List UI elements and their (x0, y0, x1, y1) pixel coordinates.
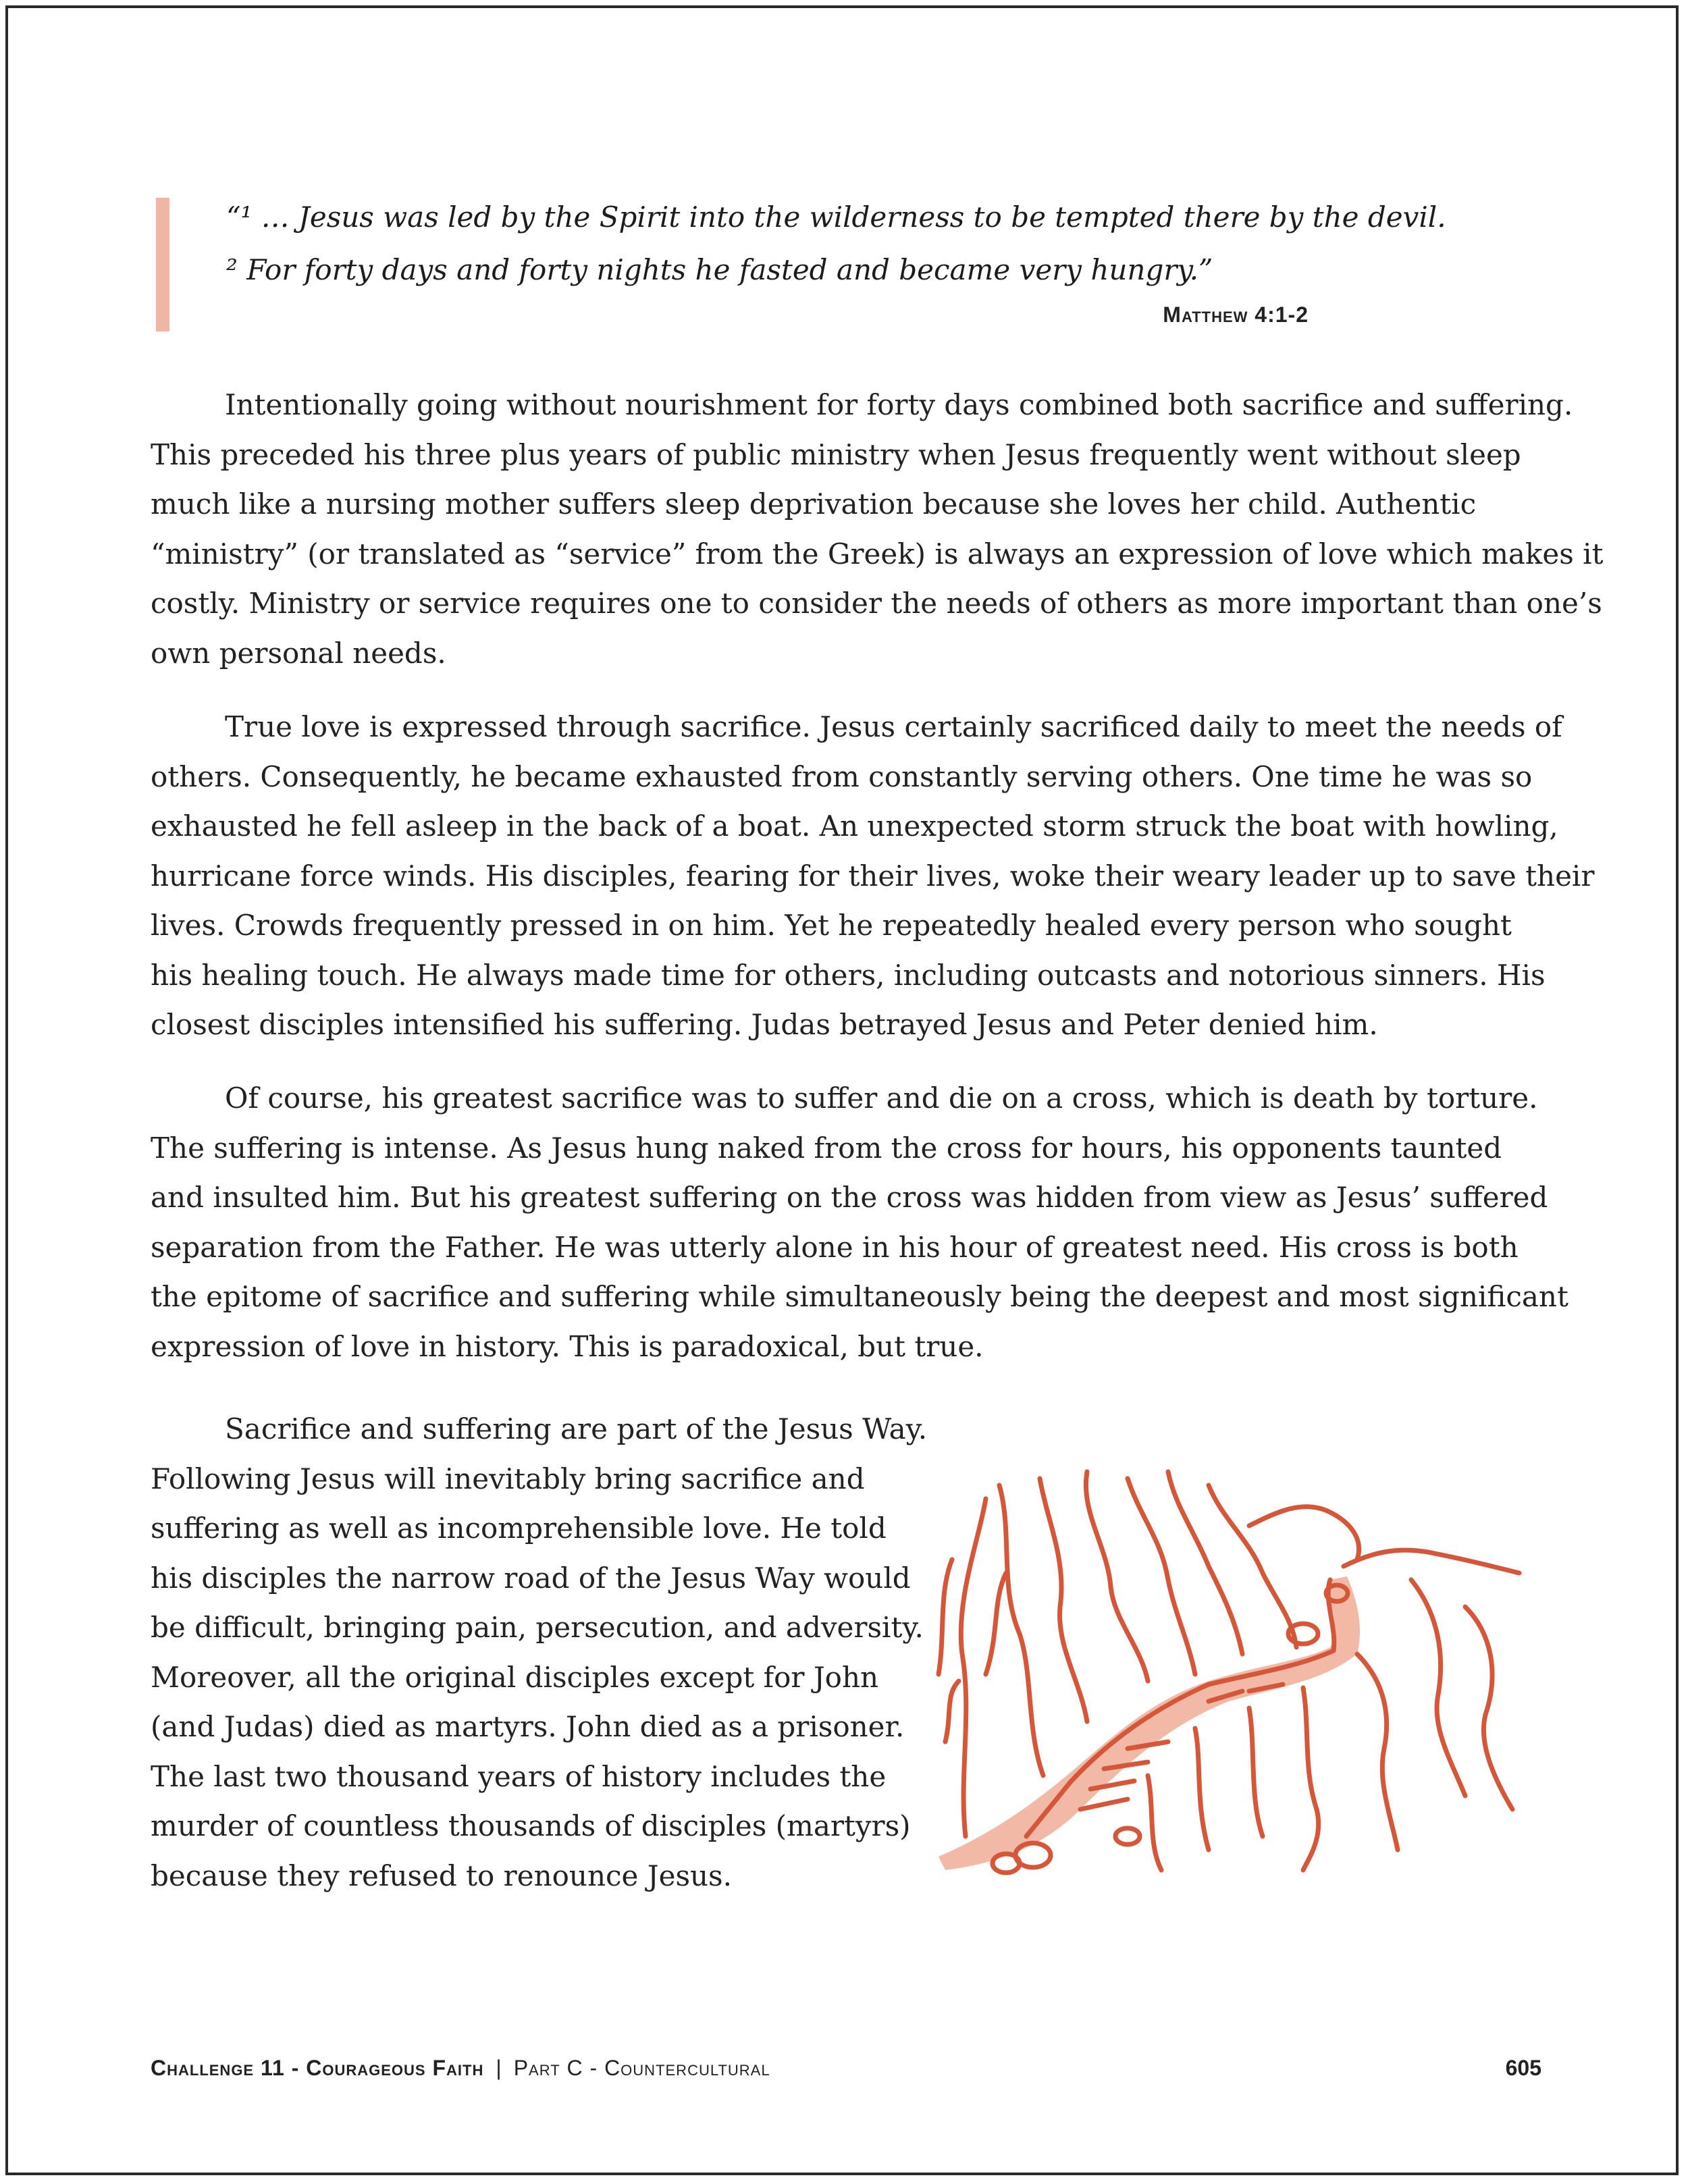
footer-separator: | (496, 2056, 502, 2080)
paragraph-line: and insulted him. But his greatest suffering on the cross was hidden from view as Jesus’ suffered (151, 1181, 1548, 1214)
paragraph-line: be difficult, bringing pain, persecution, and adversity. (151, 1611, 924, 1644)
paragraph-line: his disciples the narrow road of the Jesus Way would (151, 1561, 911, 1595)
paragraph-line: costly. Ministry or service requires one to consider the needs of others as more important than one’s (151, 587, 1602, 620)
paragraph-line: This preceded his three plus years of public ministry when Jesus frequently went without sleep (151, 437, 1521, 471)
paragraph-1 (151, 380, 1603, 678)
paragraph-line: his healing touch. He always made time for others, including outcasts and notorious sinners. His (151, 958, 1546, 992)
scripture-quote (226, 191, 1509, 296)
narrow-path-illustration (925, 1458, 1533, 1877)
footer-left (151, 2056, 770, 2081)
paragraph-line: Sacrifice and suffering are part of the Jesus Way. (225, 1412, 928, 1445)
quote-reference-text: Matthew 4:1-2 (1163, 302, 1309, 327)
paragraph-2 (151, 702, 1594, 1050)
quote-accent-bar (156, 198, 169, 331)
footer-chapter: Challenge 11 - Courageous Faith (151, 2056, 484, 2080)
page-footer (151, 2056, 1541, 2089)
paragraph-line: the epitome of sacrifice and suffering while simultaneously being the deepest and most significant (151, 1280, 1568, 1313)
paragraph-line: “ministry” (or translated as “service” from the Greek) is always an expression of love which makes it (151, 537, 1604, 570)
paragraph-line: lives. Crowds frequently pressed in on him. Yet he repeatedly healed every person who sought (151, 909, 1512, 942)
paragraph-line: murder of countless thousands of disciples (martyrs) (151, 1809, 911, 1842)
paragraph-3 (151, 1073, 1568, 1371)
paragraph-line: True love is expressed through sacrifice. Jesus certainly sacrificed daily to meet the needs of (225, 710, 1562, 743)
paragraph-line: expression of love in history. This is paradoxical, but true. (151, 1329, 984, 1363)
footer-part: Part C - Countercultural (513, 2056, 770, 2080)
paragraph-line: exhausted he fell asleep in the back of a boat. An unexpected storm struck the boat with howling, (151, 809, 1558, 843)
quote-line-1: “¹ … Jesus was led by the Spirit into the wilderness to be tempted there by the devil. (226, 201, 1446, 234)
page-number: 605 (1505, 2056, 1541, 2080)
paragraph-line: Of course, his greatest sacrifice was to suffer and die on a cross, which is death by torture. (225, 1082, 1538, 1115)
quote-line-2: ² For forty days and forty nights he fasted and became very hungry.” (226, 253, 1213, 286)
paragraph-line: suffering as well as incomprehensible love. He told (151, 1512, 887, 1545)
paragraph-line: separation from the Father. He was utterly alone in his hour of greatest need. His cross is both (151, 1230, 1519, 1264)
quote-reference (1163, 302, 1309, 327)
paragraph-4 (151, 1404, 927, 1900)
paragraph-line: closest disciples intensified his suffering. Judas betrayed Jesus and Peter denied him. (151, 1008, 1378, 1041)
paragraph-line: much like a nursing mother suffers sleep deprivation because she loves her child. Authentic (151, 487, 1477, 521)
paragraph-line: Intentionally going without nourishment for forty days combined both sacrifice and suffering. (225, 388, 1573, 421)
paragraph-line: Moreover, all the original disciples except for John (151, 1660, 879, 1694)
paragraph-line: hurricane force winds. His disciples, fearing for their lives, woke their weary leader up to save their (151, 859, 1595, 893)
paragraph-line: The suffering is intense. As Jesus hung naked from the cross for hours, his opponents taunted (151, 1131, 1502, 1165)
paragraph-line: Following Jesus will inevitably bring sacrifice and (151, 1462, 865, 1495)
paragraph-line: because they refused to renounce Jesus. (151, 1859, 732, 1892)
paragraph-line: others. Consequently, he became exhausted from constantly serving others. One time he was so (151, 760, 1533, 793)
paragraph-line: own personal needs. (151, 636, 446, 670)
paragraph-line: (and Judas) died as martyrs. John died as a prisoner. (151, 1710, 905, 1743)
paragraph-line: The last two thousand years of history includes the (151, 1759, 887, 1793)
